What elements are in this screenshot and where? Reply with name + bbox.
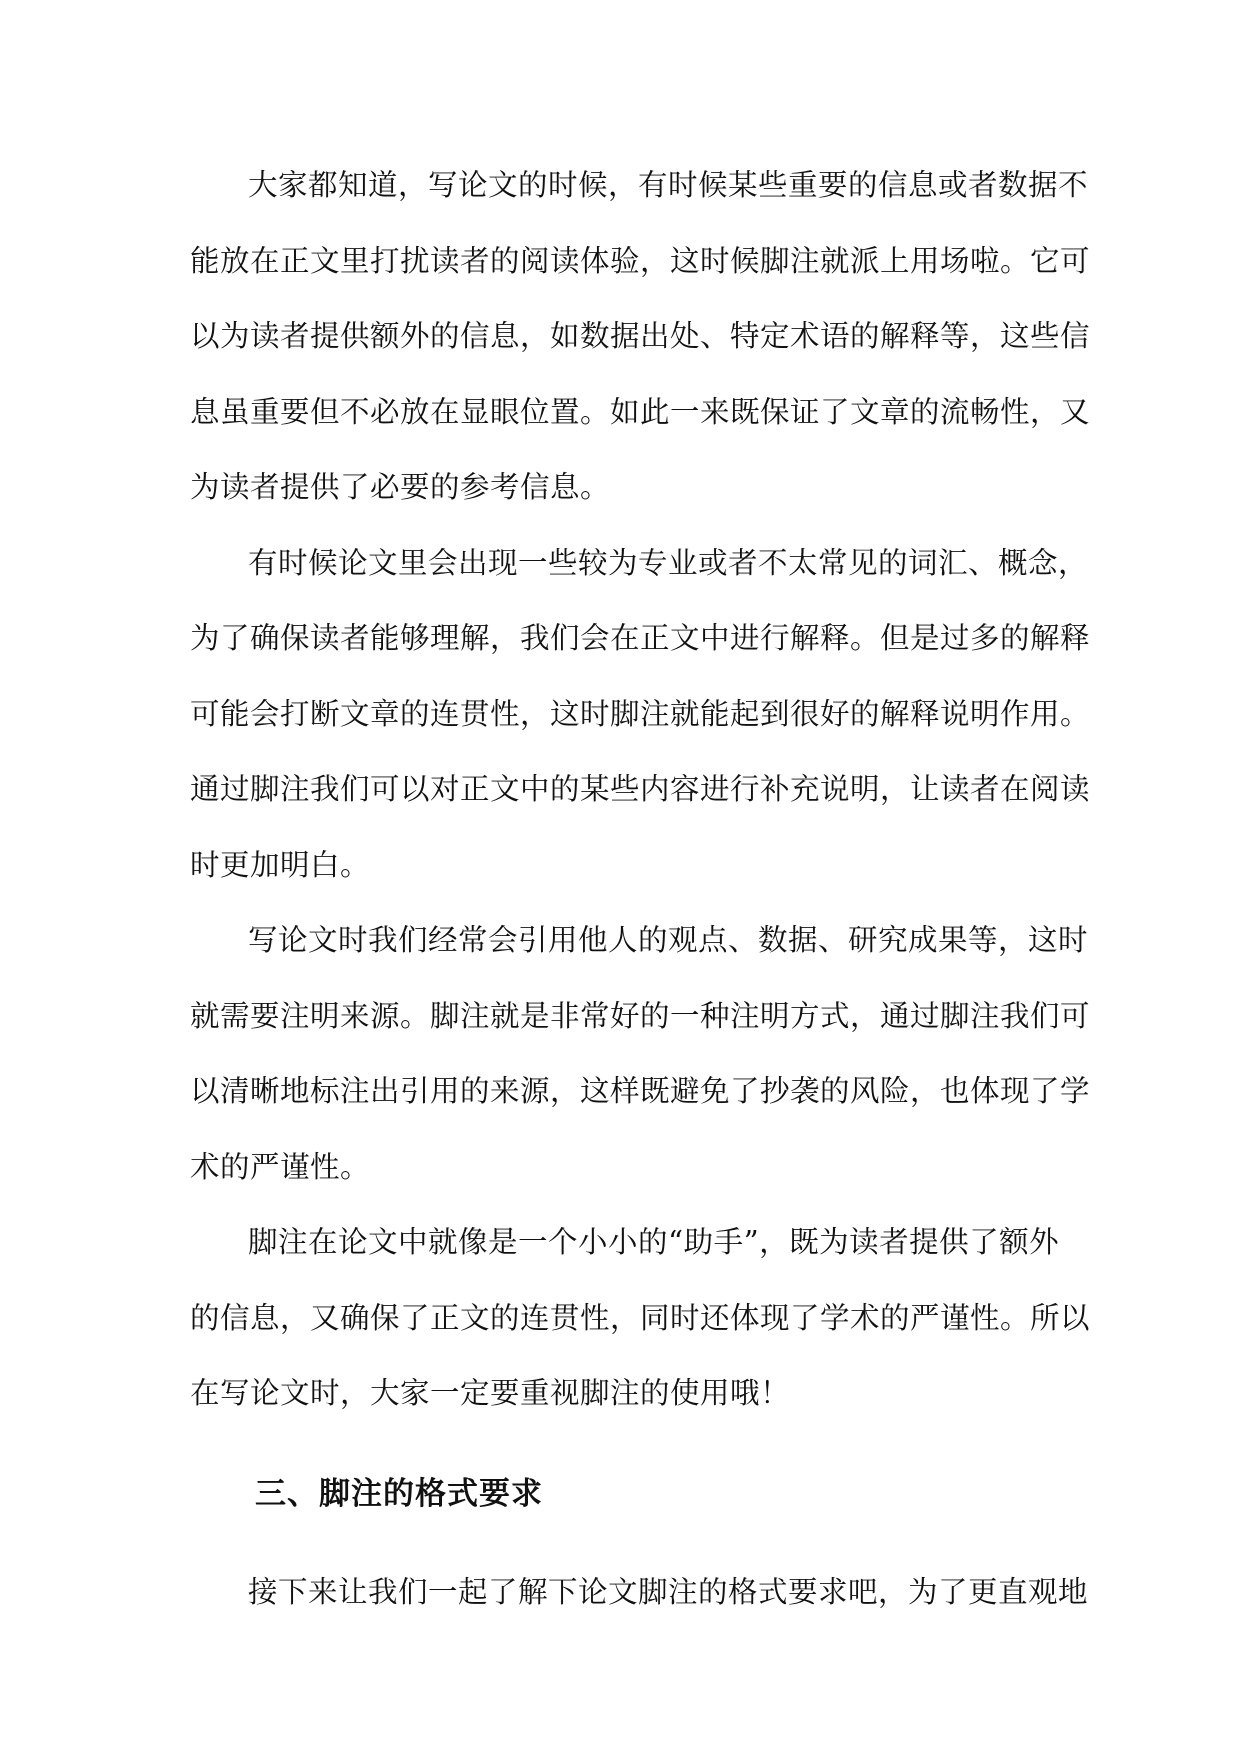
text-line: 息虽重要但不必放在显眼位置。如此一来既保证了文章的流畅性，又 bbox=[190, 394, 1091, 429]
paragraph-summary bbox=[190, 1205, 1091, 1432]
text-line: 术的严谨性。 bbox=[190, 1149, 371, 1184]
text-line: 以为读者提供额外的信息，如数据出处、特定术语的解释等，这些信 bbox=[190, 319, 1091, 353]
text-line: 脚注在论文中就像是一个小小的“助手”，既为读者提供了额外 bbox=[248, 1225, 1060, 1259]
text-line: 的信息，又确保了正文的连贯性，同时还体现了学术的严谨性。所以 bbox=[190, 1300, 1091, 1335]
text-line: 为了确保读者能够理解，我们会在正文中进行解释。但是过多的解释 bbox=[190, 621, 1091, 655]
text-line: 大家都知道，写论文的时候，有时候某些重要的信息或者数据不 bbox=[248, 168, 1089, 202]
text-line: 通过脚注我们可以对正文中的某些内容进行补充说明，让读者在阅读 bbox=[190, 772, 1091, 806]
text-line: 在写论文时，大家一定要重视脚注的使用哦！ bbox=[190, 1376, 791, 1410]
text-line: 接下来让我们一起了解下论文脚注的格式要求吧，为了更直观地 bbox=[248, 1575, 1089, 1609]
text-line: 可能会打断文章的连贯性，这时脚注就能起到很好的解释说明作用。 bbox=[190, 696, 1091, 731]
text-line: 就需要注明来源。脚注就是非常好的一种注明方式，通过脚注我们可 bbox=[190, 998, 1091, 1033]
paragraph-purpose bbox=[190, 148, 1091, 526]
section-heading: 三、脚注的格式要求 bbox=[255, 1476, 543, 1512]
text-line: 能放在正文里打扰读者的阅读体验，这时候脚注就派上用场啦。它可 bbox=[190, 243, 1091, 278]
text-line: 写论文时我们经常会引用他人的观点、数据、研究成果等，这时 bbox=[248, 923, 1089, 957]
paragraph-format-intro bbox=[190, 1555, 1089, 1631]
text-line: 时更加明白。 bbox=[190, 847, 371, 882]
document-body bbox=[190, 148, 1091, 1432]
paragraph-explanation bbox=[190, 526, 1091, 904]
text-line: 以清晰地标注出引用的来源，这样既避免了抄袭的风险，也体现了学 bbox=[190, 1074, 1091, 1108]
text-line: 有时候论文里会出现一些较为专业或者不太常见的词汇、概念， bbox=[248, 545, 1089, 580]
text-line: 为读者提供了必要的参考信息。 bbox=[190, 470, 611, 504]
paragraph-citation bbox=[190, 903, 1091, 1205]
